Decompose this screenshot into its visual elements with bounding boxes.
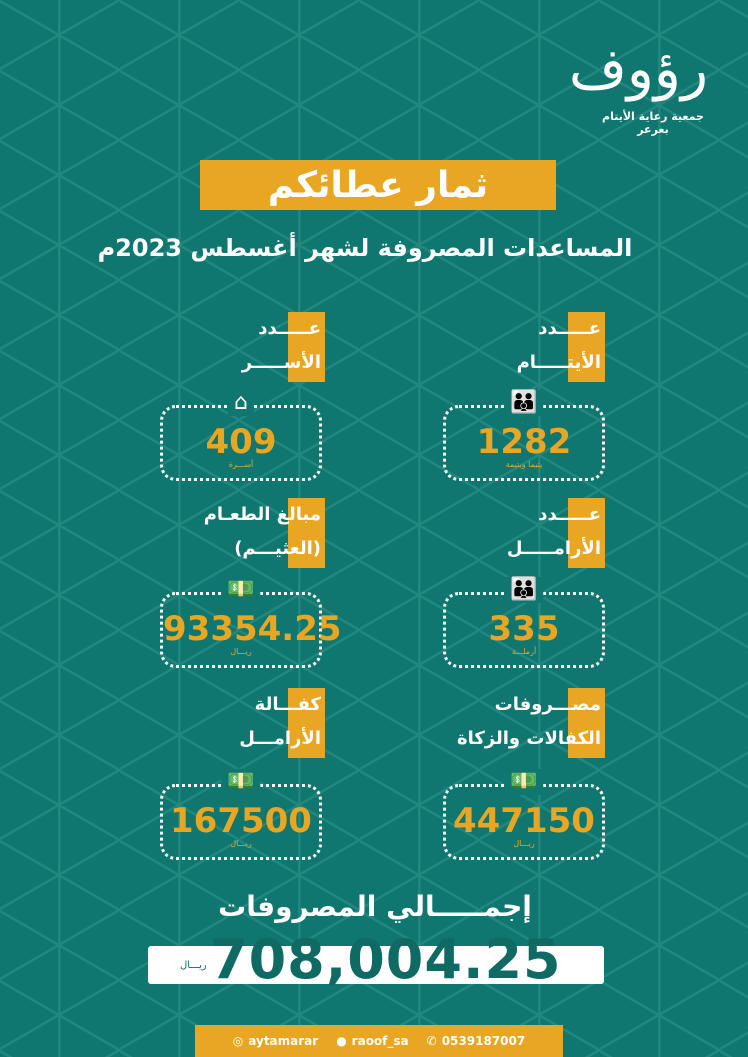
stat-unit: ريـــال (513, 839, 535, 848)
stat-card-orphans (443, 390, 605, 481)
total-value: 708,004.25 (210, 928, 562, 991)
stat-label-food: مبالغ الطعـام (العثيـــم) (155, 498, 325, 568)
page-title: ثمار عطائكم (200, 160, 556, 210)
instagram-link[interactable] (233, 1034, 318, 1048)
logo-mark-icon: رؤوف (568, 37, 708, 102)
stat-value: 1282 (476, 422, 572, 462)
stat-card-families (160, 390, 322, 481)
stat-unit: أســـرة (228, 460, 254, 469)
money-icon: 💵 (221, 769, 260, 795)
instagram-icon: ◎ (232, 1034, 244, 1048)
stat-card-widows (443, 577, 605, 668)
family-house-icon: ⌂ (228, 390, 254, 416)
money-icon: 💵 (504, 769, 543, 795)
people-icon: 👪 (504, 390, 543, 416)
whatsapp-icon: ✆ (426, 1034, 437, 1048)
stat-unit: أرملـــة (511, 647, 537, 656)
stat-value: 167500 (170, 801, 312, 841)
twitter-link[interactable] (336, 1034, 408, 1048)
people-icon: 👪 (504, 577, 543, 603)
stat-value: 447150 (453, 801, 595, 841)
whatsapp-link[interactable] (427, 1034, 526, 1048)
twitter-handle: raoof_sa (351, 1034, 409, 1048)
logo (568, 30, 708, 136)
stat-value: 93354.25 (163, 609, 342, 649)
whatsapp-number: 0539187007 (441, 1034, 526, 1048)
stat-value: 335 (488, 609, 560, 649)
footer (195, 1025, 563, 1057)
stat-label-families: عـــــدد الأســـــر (155, 312, 325, 382)
stat-unit: ريـــال (230, 839, 252, 848)
stat-value: 409 (205, 422, 277, 462)
money-icon: 💵 (221, 577, 260, 603)
stat-unit: ريـــال (230, 647, 252, 656)
stat-card-widow-sponsorship (160, 769, 322, 860)
stat-label-widow-sponsorship: كفـــالة الأرامـــل (155, 688, 325, 758)
twitter-icon: ● (336, 1034, 347, 1048)
total-title: إجمـــــالي المصروفات (218, 890, 532, 923)
stat-label-widows: عـــــدد الأرامـــــل (435, 498, 605, 568)
stat-card-sponsorships (443, 769, 605, 860)
stat-label-sponsorships: مصـــروفات الكفالات والزكاة (435, 688, 605, 758)
stat-label-orphans: عـــــدد الأيتـــــام (435, 312, 605, 382)
stat-unit: يتيما ويتيمة (505, 460, 543, 469)
logo-text: جمعية رعاية الأيتام بعرعر (602, 110, 704, 136)
total-unit: ريـــال (180, 960, 207, 971)
instagram-handle: aytamarar (248, 1034, 319, 1048)
stat-card-food (160, 577, 342, 668)
subtitle: المساعدات المصروفة لشهر أغسطس 2023م (97, 234, 633, 262)
